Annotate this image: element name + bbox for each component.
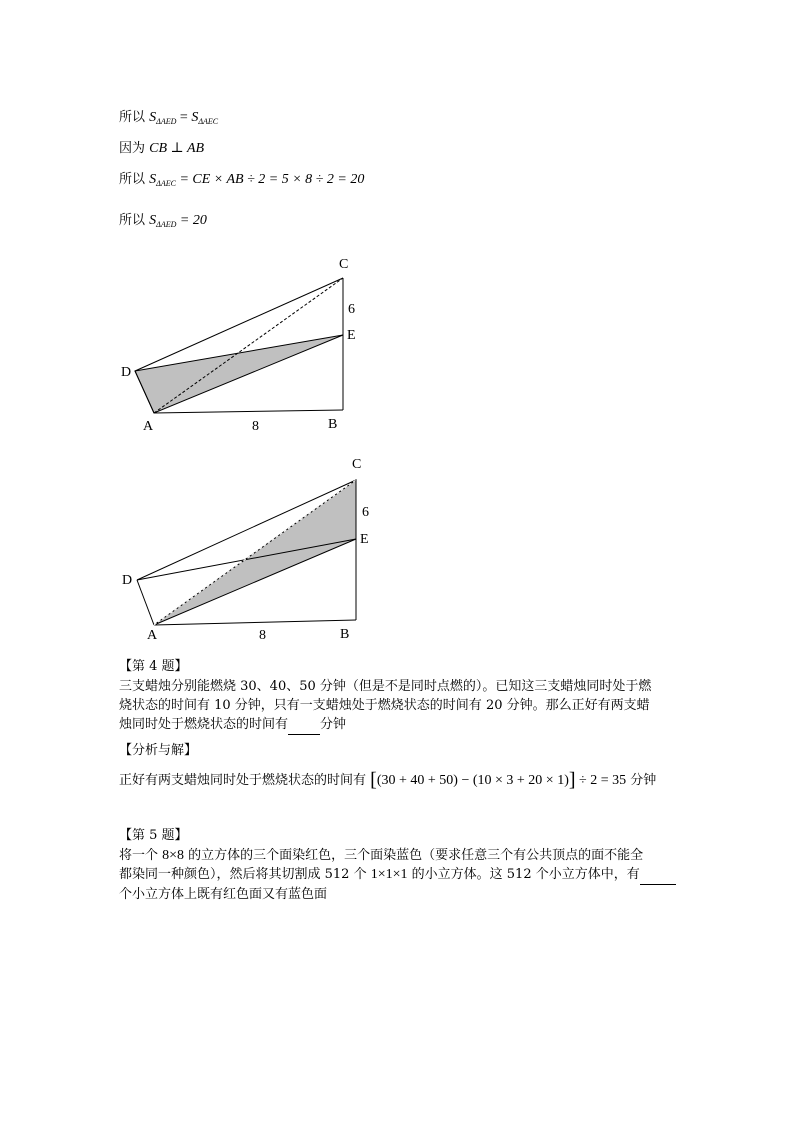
answer-unit: 分钟: [626, 773, 657, 788]
edge-da: [137, 580, 154, 625]
label-ab-length: 8: [259, 628, 266, 643]
proof-prefix: 所以: [119, 110, 146, 125]
area-calculation: $S_{\Delta AEC}$ = CE × AB ÷ 2 = 5 × 8 ÷ 2 = 20: [149, 172, 365, 188]
answer-blank: [640, 865, 676, 885]
label-ab-length: 8: [252, 419, 259, 434]
q4-text-line: 三支蜡烛分别能燃烧 30、40、50 分钟（但是不是同时点燃的）。已知这三支蜡烛同时处于燃: [119, 679, 652, 694]
label-ce-length: 6: [362, 505, 369, 520]
q4-text-line: 烛同时处于燃烧状态的时间有 分钟: [119, 715, 679, 735]
label-c: C: [339, 257, 349, 272]
edge-ab: [154, 620, 356, 625]
proof-prefix: 所以: [119, 172, 146, 187]
perpendicular-expression: CB ⊥ AB: [149, 141, 205, 156]
label-b: B: [340, 627, 350, 642]
label-d: D: [121, 365, 132, 380]
answer-expression: [(30 + 40 + 50) − (10 × 3 + 20 × 1)] ÷ 2 = 35: [370, 769, 627, 791]
q5-text: [119, 846, 679, 904]
shaded-triangle-aed: [135, 335, 343, 413]
label-a: A: [143, 419, 154, 434]
label-d: D: [122, 573, 133, 588]
q4-analysis-heading: 【分析与解】: [119, 743, 198, 758]
label-ce-length: 6: [348, 302, 355, 317]
q4-text: [119, 677, 679, 735]
label-c: C: [352, 457, 362, 472]
q5-text-line: 都染同一种颜色），然后将其切割成 512 个 1×1×1 的小立方体。这 512 个小立方体中，有: [119, 865, 679, 885]
q4-answer: [119, 769, 657, 791]
edge-ab: [154, 410, 343, 413]
proof-prefix: 因为: [119, 141, 146, 156]
q5-heading: 【第 5 题】: [119, 828, 188, 843]
answer-blank: [288, 715, 320, 735]
label-e: E: [347, 328, 356, 343]
q4-heading: 【第 4 题】: [119, 659, 188, 674]
area-expression: $S_{\Delta AED} = S_{\Delta AEC}$: [149, 110, 219, 126]
label-b: B: [328, 417, 338, 432]
answer-prefix: 正好有两支蜡烛同时处于燃烧状态的时间有: [119, 773, 367, 788]
figure-2: [122, 457, 369, 643]
q4-text-line: 烧状态的时间有 10 分钟，只有一支蜡烛处于燃烧状态的时间有 20 分钟。那么正好有两支蜡: [119, 698, 650, 713]
proof-prefix: 所以: [119, 213, 146, 228]
q5-text-line: 将一个 8×8 的立方体的三个面染红色，三个面染蓝色（要求任意三个有公共顶点的面不能全: [119, 848, 644, 863]
q5-text-line: 个小立方体上既有红色面又有蓝色面: [119, 887, 328, 902]
label-a: A: [147, 628, 158, 643]
figure-1: [121, 257, 356, 434]
area-result: $S_{\Delta AED} = 20$: [149, 213, 207, 229]
label-e: E: [360, 532, 369, 547]
